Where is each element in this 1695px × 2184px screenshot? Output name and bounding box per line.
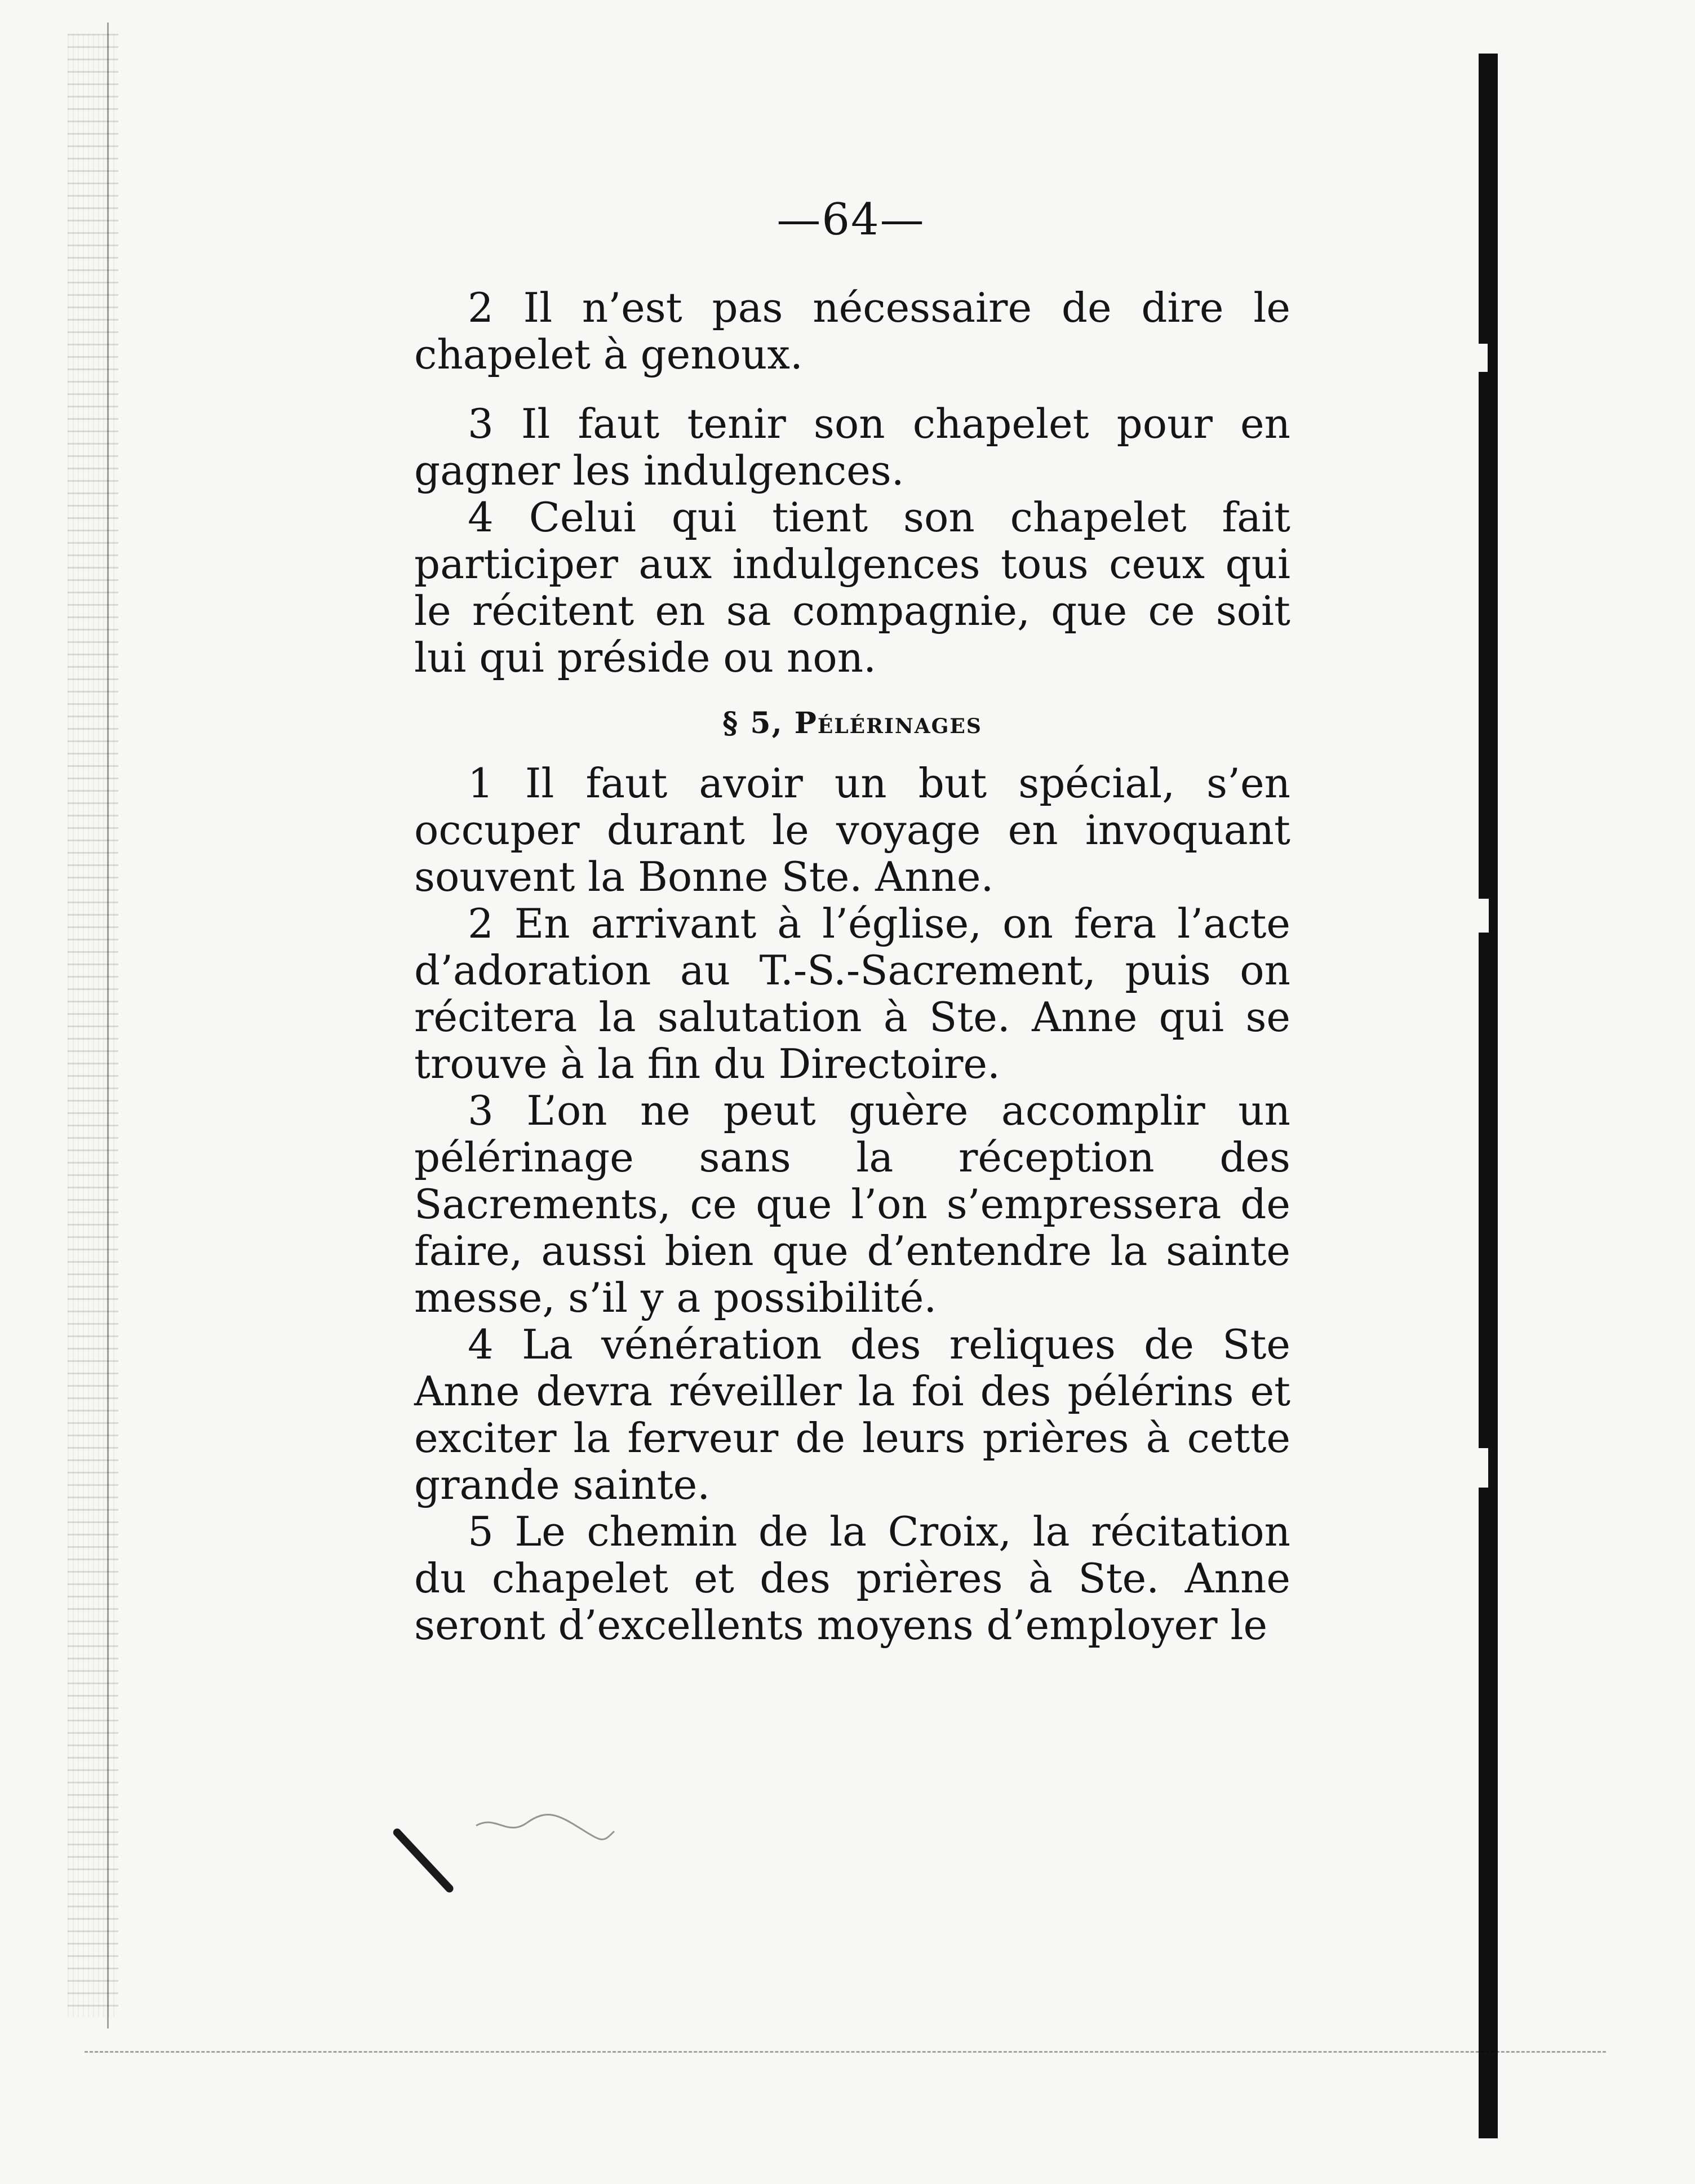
paragraph: 5 Le chemin de la Croix, la récitation du chapelet et des prières à Ste. Anne seront d’excellents moyens d’employer le (414, 1508, 1290, 1649)
paragraph: 3 L’on ne peut guère accomplir un pélérinage sans la réception des Sacrements, ce que l’on s’empressera de faire, aussi bien que d’entendre la sainte messe, s’il y a possibilité. (414, 1087, 1290, 1321)
paragraph: 1 Il faut avoir un but spécial, s’en occuper durant le voyage en invoquant souvent la Bonne Ste. Anne. (414, 760, 1290, 900)
paragraph: 4 Celui qui tient son chapelet fait participer aux indulgences tous ceux qui le récitent en sa compagnie, que ce soit lui qui préside ou non. (414, 494, 1290, 681)
paragraph: 4 La vénération des reliques de Ste Anne devra réveiller la foi des pélérins et exciter la ferveur de leurs prières à cette grande sainte. (414, 1321, 1290, 1508)
body-text (414, 285, 1290, 1649)
paragraph: 2 Il n’est pas nécessaire de dire le chapelet à genoux. (414, 284, 1290, 378)
left-edge-line (107, 23, 109, 2028)
left-edge-noise (68, 34, 118, 2017)
paragraph: 3 Il faut tenir son chapelet pour en gagner les indulgences. (414, 400, 1290, 494)
binding-notch (1476, 344, 1488, 372)
page-number: —64— (776, 194, 925, 245)
binding-notch (1474, 1448, 1488, 1488)
section-heading: § 5, Pélérinages (722, 706, 982, 740)
paragraph: 2 En arrivant à l’église, on fera l’acte d’adoration au T.-S.-Sacrement, puis on récitera la salutation à Ste. Anne qui se trouve à la fin du Directoire. (414, 900, 1290, 1087)
ink-stroke-mark (392, 1827, 455, 1894)
pencil-scribble (473, 1803, 620, 1854)
bottom-dashed-line (85, 2051, 1606, 2053)
binding-notch (1476, 899, 1489, 933)
